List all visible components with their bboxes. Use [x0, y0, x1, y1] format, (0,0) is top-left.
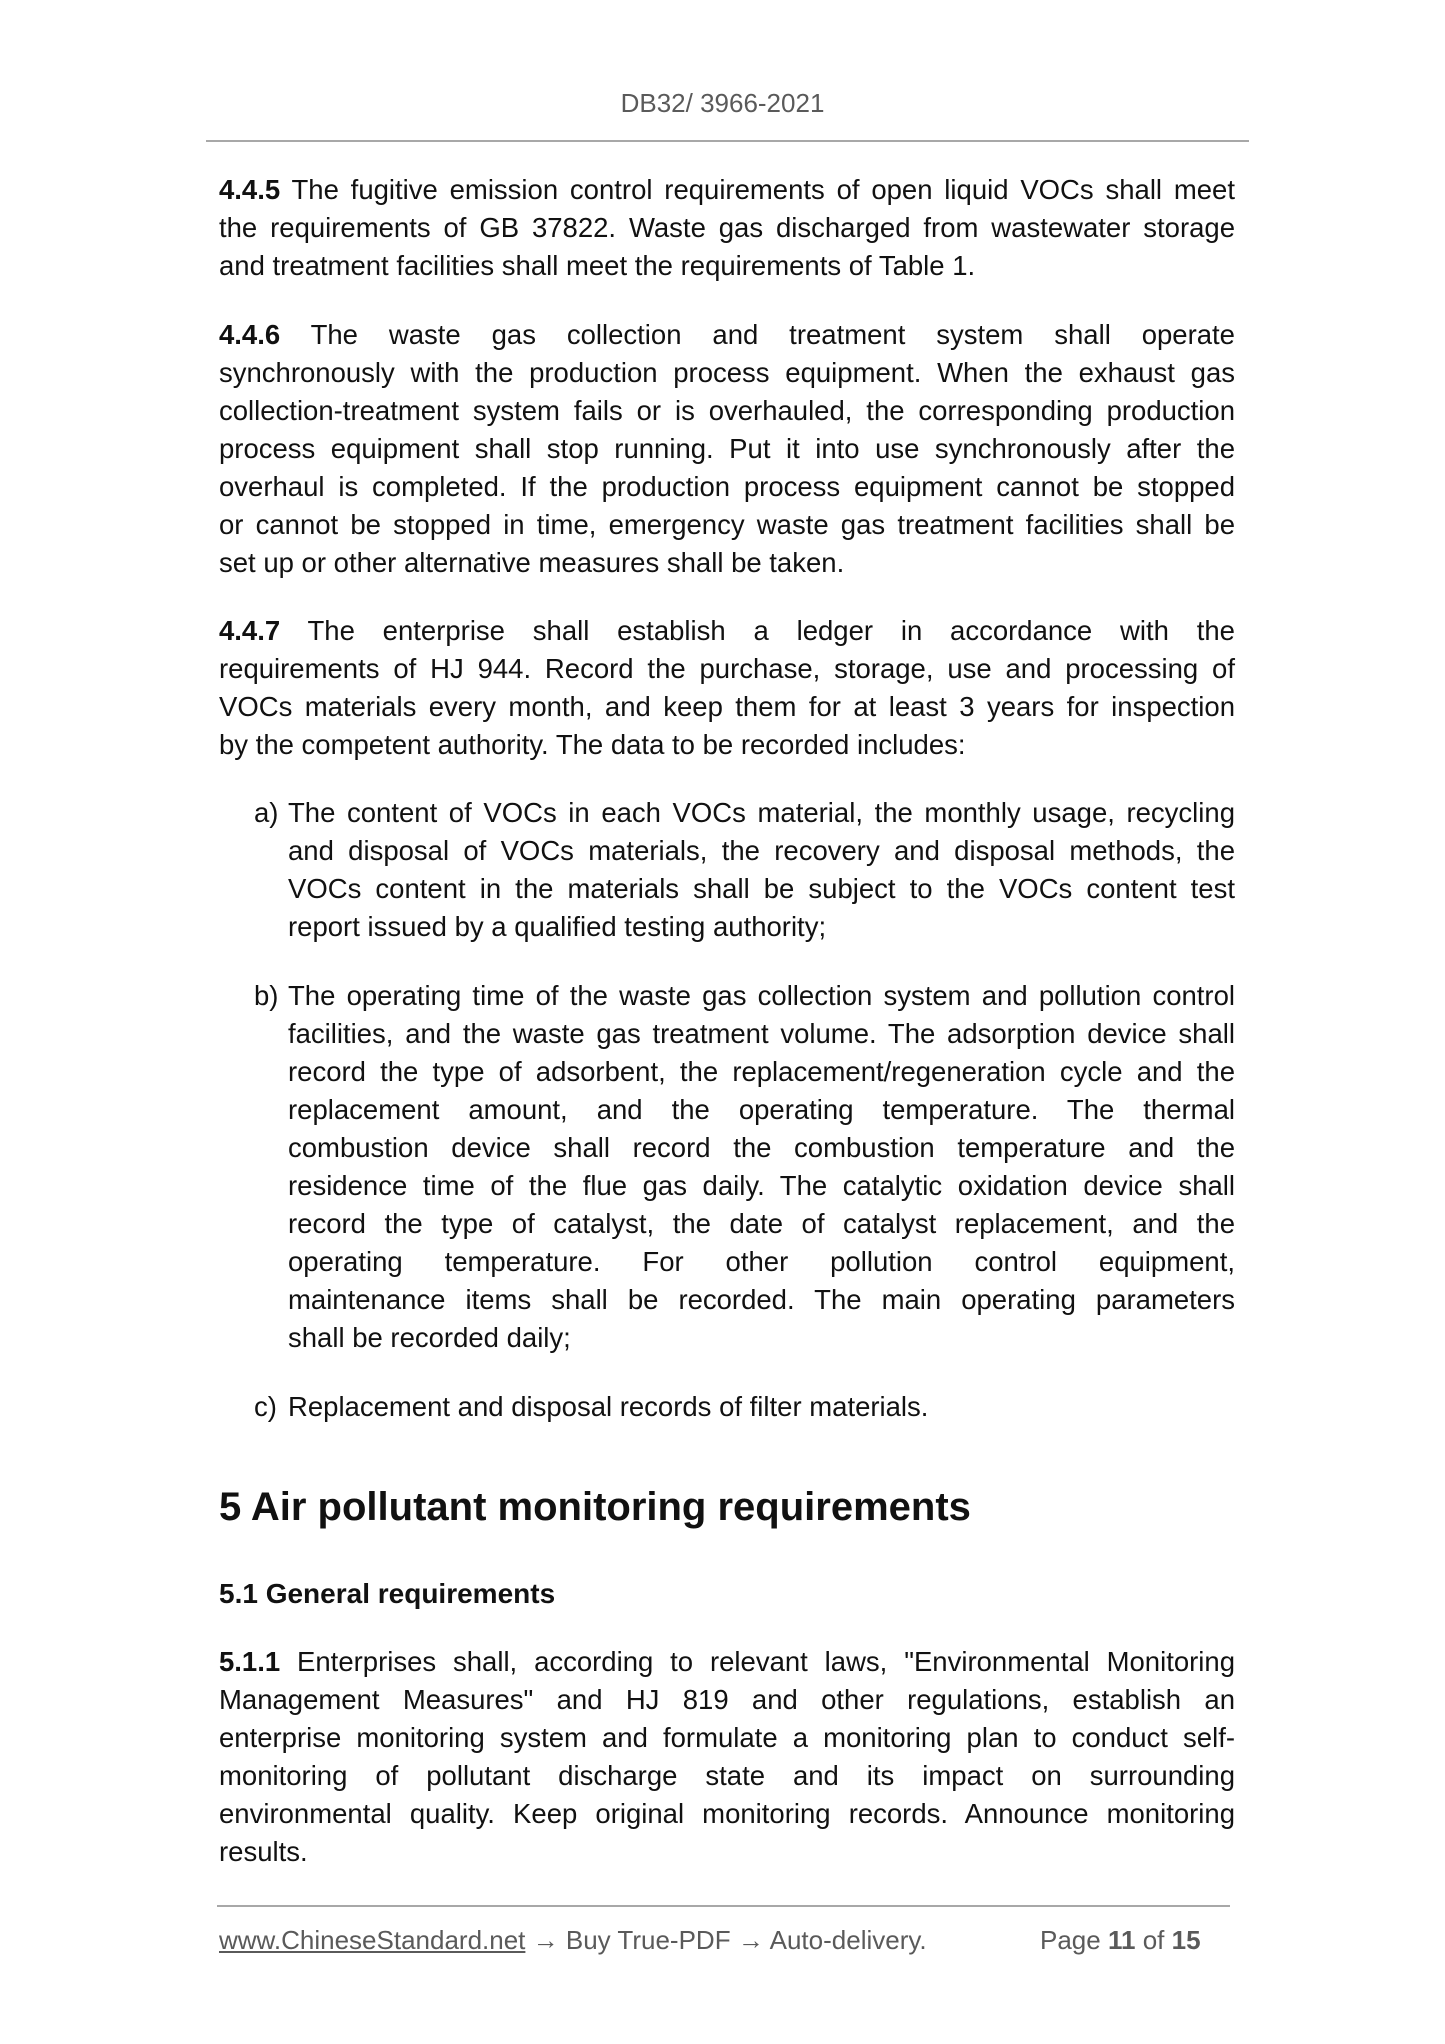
text-line: [219, 1719, 1235, 1757]
line-text: residence time of the flue gas daily. The catalytic oxidation device shall: [288, 1170, 1235, 1201]
list-label: a): [254, 797, 279, 828]
text-line: [219, 650, 1235, 688]
line-text: set up or other alternative measures shall be taken.: [219, 547, 845, 578]
text-line: [219, 1757, 1235, 1795]
line-text: overhaul is completed. If the production process equipment cannot be stopped: [219, 471, 1235, 502]
line-text: report issued by a qualified testing authority;: [288, 911, 827, 942]
line-text: replacement amount, and the operating temperature. The thermal: [288, 1094, 1235, 1125]
total-pages: 15: [1171, 1925, 1201, 1955]
text-line: [219, 209, 1235, 247]
text-line: [219, 430, 1235, 468]
text-line: [219, 468, 1235, 506]
line-text: shall be recorded daily;: [288, 1322, 571, 1353]
line-text: by the competent authority. The data to be recorded includes:: [219, 729, 966, 760]
text-line: [219, 171, 1235, 209]
buy-text: Buy True-PDF: [565, 1925, 731, 1955]
text-line: [288, 1205, 1235, 1243]
section-heading: 5 Air pollutant monitoring requirements: [219, 1485, 971, 1529]
line-text: the requirements of GB 37822. Waste gas discharged from wastewater storage: [219, 212, 1235, 243]
clause-4-4-5: [219, 171, 1235, 285]
text-line: [219, 392, 1235, 430]
line-text: synchronously with the production process equipment. When the exhaust gas: [219, 357, 1235, 388]
text-line: [288, 1129, 1235, 1167]
subsection-heading: 5.1 General requirements: [219, 1578, 556, 1609]
line-text: facilities, and the waste gas treatment volume. The adsorption device shall: [288, 1018, 1235, 1049]
text-line: [219, 726, 1235, 764]
line-text: The content of VOCs in each VOCs material, the monthly usage, recycling: [288, 797, 1235, 828]
of-label: of: [1142, 1925, 1165, 1955]
list-body: [288, 977, 1235, 1357]
line-text: The fugitive emission control requirements of open liquid VOCs shall meet: [291, 174, 1235, 205]
line-text: requirements of HJ 944. Record the purchase, storage, use and processing of: [219, 653, 1235, 684]
line-text: operating temperature. For other pollution control equipment,: [288, 1246, 1235, 1277]
text-line: [219, 1833, 1235, 1871]
text-line: [288, 794, 1235, 832]
line-text: environmental quality. Keep original monitoring records. Announce monitoring: [219, 1798, 1235, 1829]
text-line: [288, 1167, 1235, 1205]
list-label: b): [254, 980, 279, 1011]
footer-promo: [219, 1922, 927, 1958]
line-text: The operating time of the waste gas collection system and pollution control: [288, 980, 1235, 1011]
line-text: or cannot be stopped in time, emergency waste gas treatment facilities shall be: [219, 509, 1235, 540]
list-item-a: [254, 794, 1235, 946]
text-line: [288, 1319, 1235, 1357]
list-label: c): [254, 1391, 277, 1422]
text-line: [288, 977, 1235, 1015]
text-line: [219, 688, 1235, 726]
clause-number: 5.1.1: [219, 1646, 281, 1677]
line-text: The waste gas collection and treatment system shall operate: [310, 319, 1235, 350]
page-label: Page: [1040, 1925, 1101, 1955]
line-text: enterprise monitoring system and formulate a monitoring plan to conduct self-: [219, 1722, 1235, 1753]
footer-rule: [217, 1905, 1230, 1907]
list-body: [288, 794, 1235, 946]
line-text: Management Measures" and HJ 819 and other regulations, establish an: [219, 1684, 1235, 1715]
line-text: collection-treatment system fails or is overhauled, the corresponding production: [219, 395, 1235, 426]
line-text: and disposal of VOCs materials, the recovery and disposal methods, the: [288, 835, 1235, 866]
line-text: process equipment shall stop running. Put it into use synchronously after the: [219, 433, 1235, 464]
line-text: VOCs content in the materials shall be subject to the VOCs content test: [288, 873, 1235, 904]
text-line: [288, 1091, 1235, 1129]
current-page: 11: [1107, 1925, 1136, 1955]
list-body: [288, 1388, 1235, 1426]
line-text: VOCs materials every month, and keep them for at least 3 years for inspection: [219, 691, 1235, 722]
line-text: maintenance items shall be recorded. The main operating parameters: [288, 1284, 1235, 1315]
text-line: [288, 832, 1235, 870]
clause-5-1-1: [219, 1643, 1235, 1871]
line-text: and treatment facilities shall meet the requirements of Table 1.: [219, 250, 976, 281]
text-line: [219, 506, 1235, 544]
line-text: monitoring of pollutant discharge state and its impact on surrounding: [219, 1760, 1235, 1791]
line-text: combustion device shall record the combustion temperature and the: [288, 1132, 1235, 1163]
clause-4-4-7: [219, 612, 1235, 764]
list-item-b: [254, 977, 1235, 1357]
clause-number: 4.4.6: [219, 319, 281, 350]
text-line: [219, 247, 1235, 285]
arrow-icon: →: [737, 1925, 764, 1955]
text-line: [219, 612, 1235, 650]
delivery-text: Auto-delivery.: [769, 1925, 927, 1955]
text-line: [219, 1643, 1235, 1681]
text-line: [288, 1243, 1235, 1281]
text-line: [219, 1795, 1235, 1833]
text-line: [288, 908, 1235, 946]
text-line: [288, 870, 1235, 908]
line-text: results.: [219, 1836, 308, 1867]
arrow-icon: →: [532, 1925, 559, 1955]
text-line: [288, 1015, 1235, 1053]
text-line: [288, 1388, 1235, 1426]
header-rule: [206, 140, 1249, 142]
clause-4-4-6: [219, 316, 1235, 582]
text-line: [219, 316, 1235, 354]
website-link[interactable]: www.ChineseStandard.net: [219, 1925, 526, 1955]
text-line: [219, 354, 1235, 392]
list-item-c: [254, 1388, 1235, 1426]
line-text: record the type of catalyst, the date of catalyst replacement, and the: [288, 1208, 1235, 1239]
text-line: [288, 1053, 1235, 1091]
line-text: Replacement and disposal records of filter materials.: [288, 1391, 929, 1422]
document-id-header: DB32/ 3966-2021: [620, 88, 825, 118]
clause-number: 4.4.7: [219, 615, 281, 646]
text-line: [219, 1681, 1235, 1719]
page-number: [1040, 1922, 1201, 1958]
line-text: Enterprises shall, according to relevant laws, "Environmental Monitoring: [297, 1646, 1235, 1677]
text-line: [288, 1281, 1235, 1319]
line-text: record the type of adsorbent, the replacement/regeneration cycle and the: [288, 1056, 1235, 1087]
line-text: The enterprise shall establish a ledger in accordance with the: [307, 615, 1235, 646]
text-line: [219, 544, 1235, 582]
clause-number: 4.4.5: [219, 174, 281, 205]
